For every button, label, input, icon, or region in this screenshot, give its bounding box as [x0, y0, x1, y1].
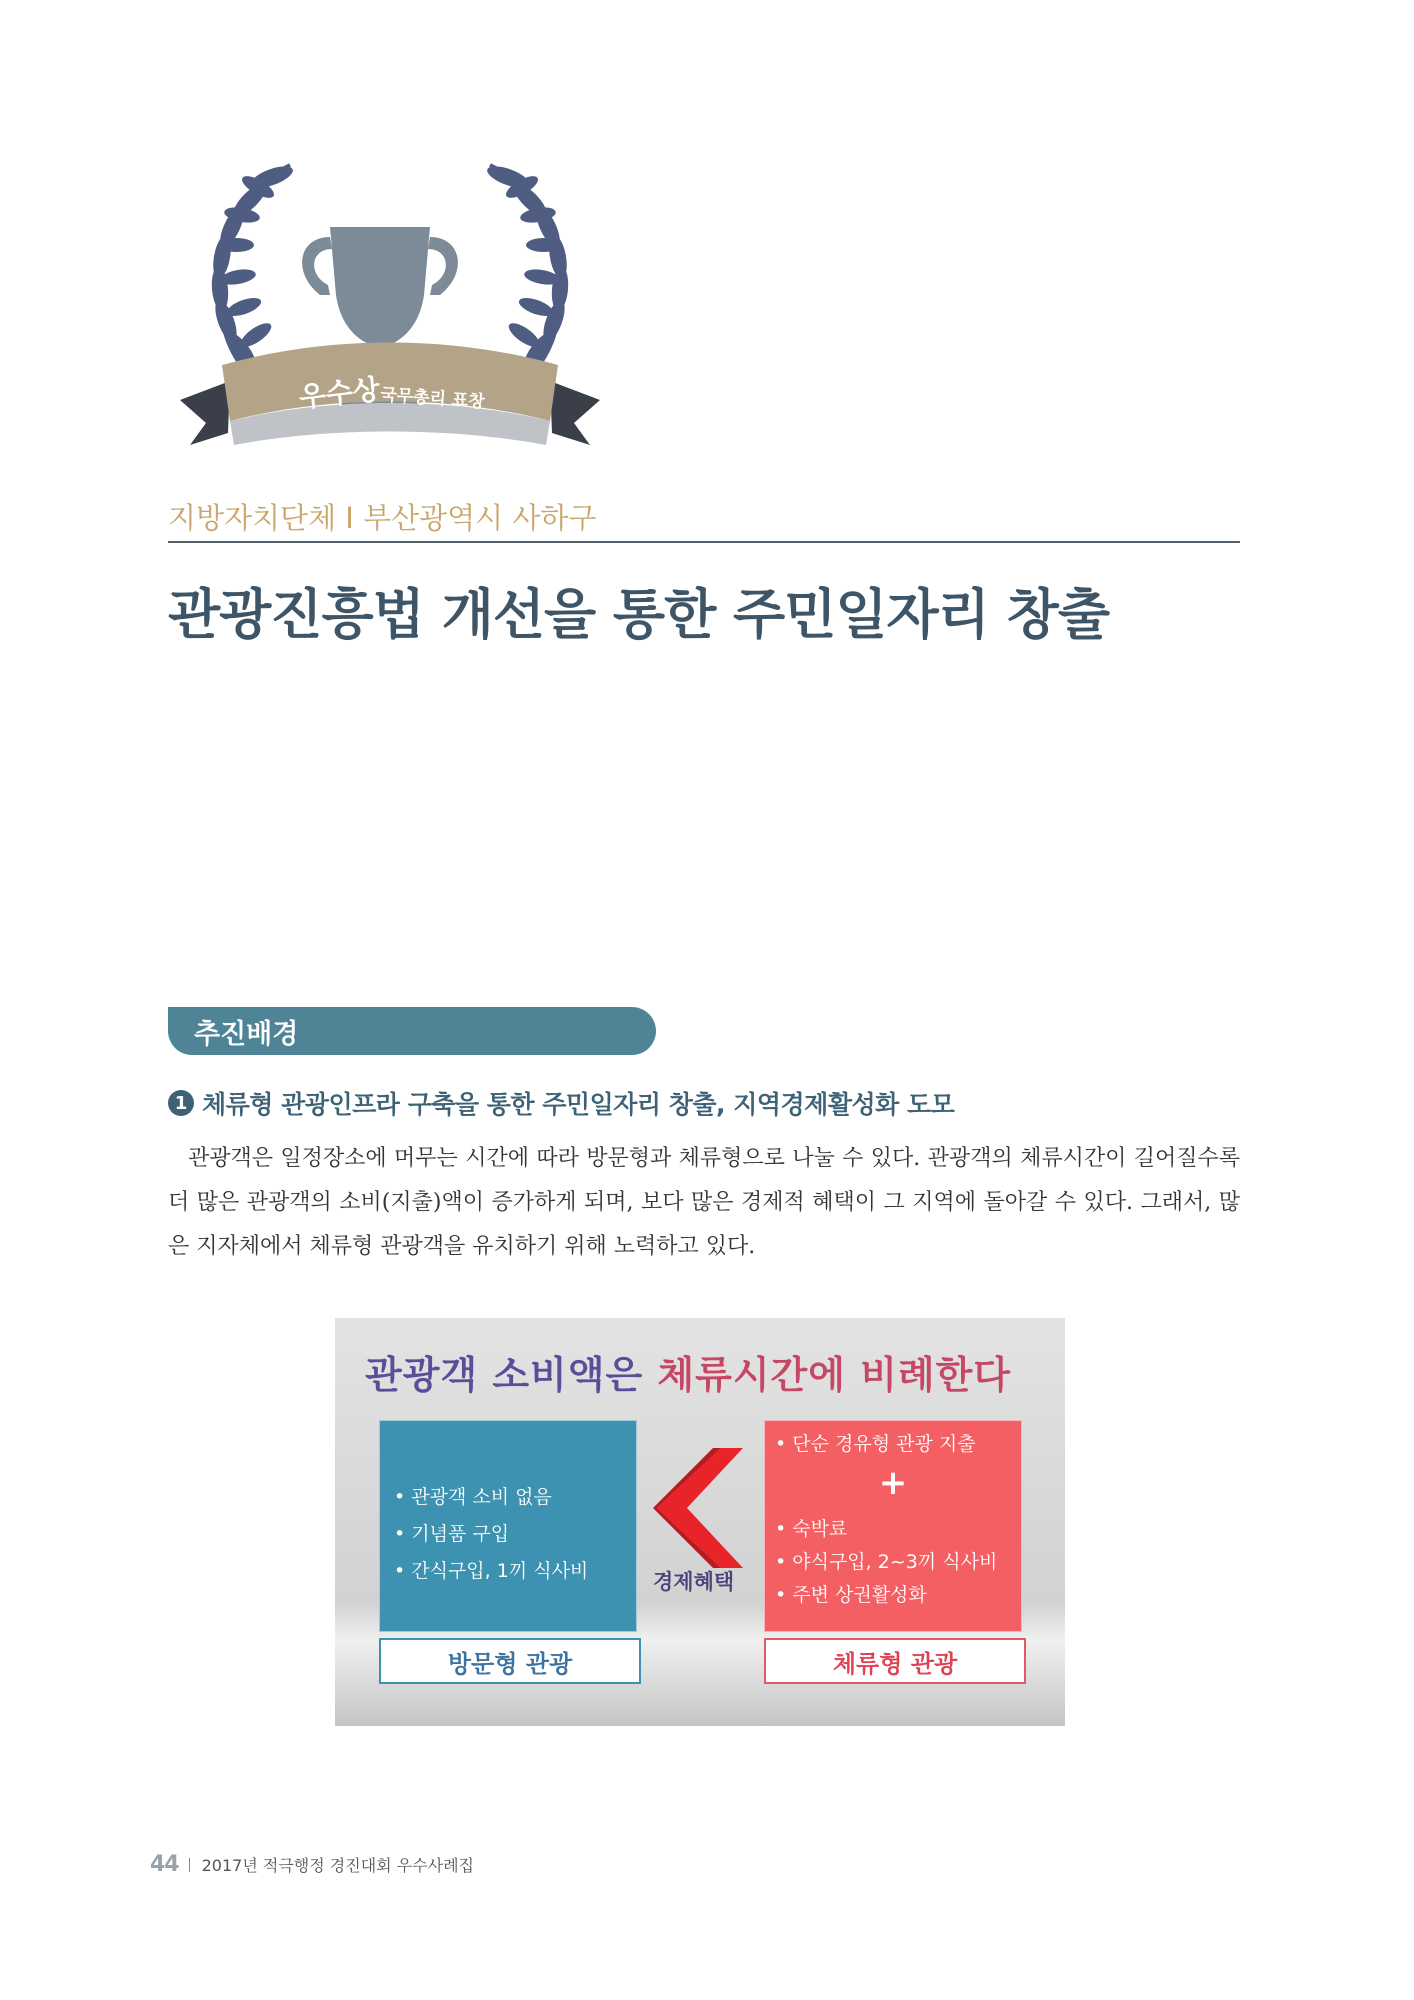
section-header-label: 추진배경: [194, 1018, 299, 1050]
subheading-number: 1: [168, 1090, 194, 1116]
figure-heading-part1: 관광객 소비액은: [365, 1353, 658, 1397]
arrow-label: 경제혜택: [653, 1570, 735, 1594]
list-item: • 기념품 구입: [394, 1523, 510, 1545]
subheading-text: 체류형 관광인프라 구축을 통한 주민일자리 창출, 지역경제활성화 도모: [202, 1090, 955, 1119]
page-number: 44: [150, 1852, 179, 1877]
list-item: • 숙박료: [775, 1518, 848, 1540]
stay-tourism-box: [764, 1420, 1022, 1632]
plus-icon: +: [878, 1463, 908, 1503]
arrow-left-icon: [653, 1448, 743, 1568]
page-title: 관광진흥법 개선을 통한 주민일자리 창출: [168, 583, 1109, 646]
subheading: [168, 1085, 954, 1121]
page-footer: [150, 1852, 474, 1877]
list-item: • 주변 상권활성화: [775, 1584, 927, 1606]
award-rank: 우수상: [297, 372, 382, 414]
publication-title: 2017년 적극행정 경진대회 우수사례집: [201, 1856, 474, 1875]
award-emblem: [180, 145, 600, 475]
list-item: • 간식구입, 1끼 식사비: [394, 1560, 589, 1582]
list-item: • 단순 경유형 관광 지출: [775, 1433, 976, 1455]
body-paragraph: 관광객은 일정장소에 머무는 시간에 따라 방문형과 체류형으로 나눌 수 있다. 관광객의 체류시간이 길어질수록 더 많은 관광객의 소비(지출)액이 증가하게 되며, 보다 많은 경제적 혜택이 그 지역에 돌아갈 수 있다. 그래서, 많은 지자체에서 체류형 관광객을 유치하기 위해 노력하고 있다.: [168, 1146, 1240, 1259]
list-item: • 야식구입, 2~3끼 식사비: [775, 1551, 998, 1573]
visit-tourism-label: 방문형 관광: [379, 1638, 641, 1684]
award-type: 국무총리 표창: [379, 385, 486, 413]
divider: [168, 541, 1240, 543]
stay-top-list: [775, 1429, 976, 1456]
footer-separator: [189, 1858, 190, 1872]
figure-heading: [365, 1344, 1011, 1399]
figure-heading-part2: 체류시간에 비례한다: [657, 1353, 1012, 1397]
visit-items-list: [394, 1479, 588, 1590]
stay-tourism-label: 체류형 관광: [764, 1638, 1026, 1684]
list-item: • 관광객 소비 없음: [394, 1486, 552, 1508]
section-header: [168, 1007, 656, 1055]
stay-items-list: [775, 1513, 997, 1612]
infographic-figure: [335, 1318, 1065, 1726]
visit-tourism-box: [379, 1420, 637, 1632]
organization-line: 지방자치단체 I 부산광역시 사하구: [168, 501, 597, 535]
